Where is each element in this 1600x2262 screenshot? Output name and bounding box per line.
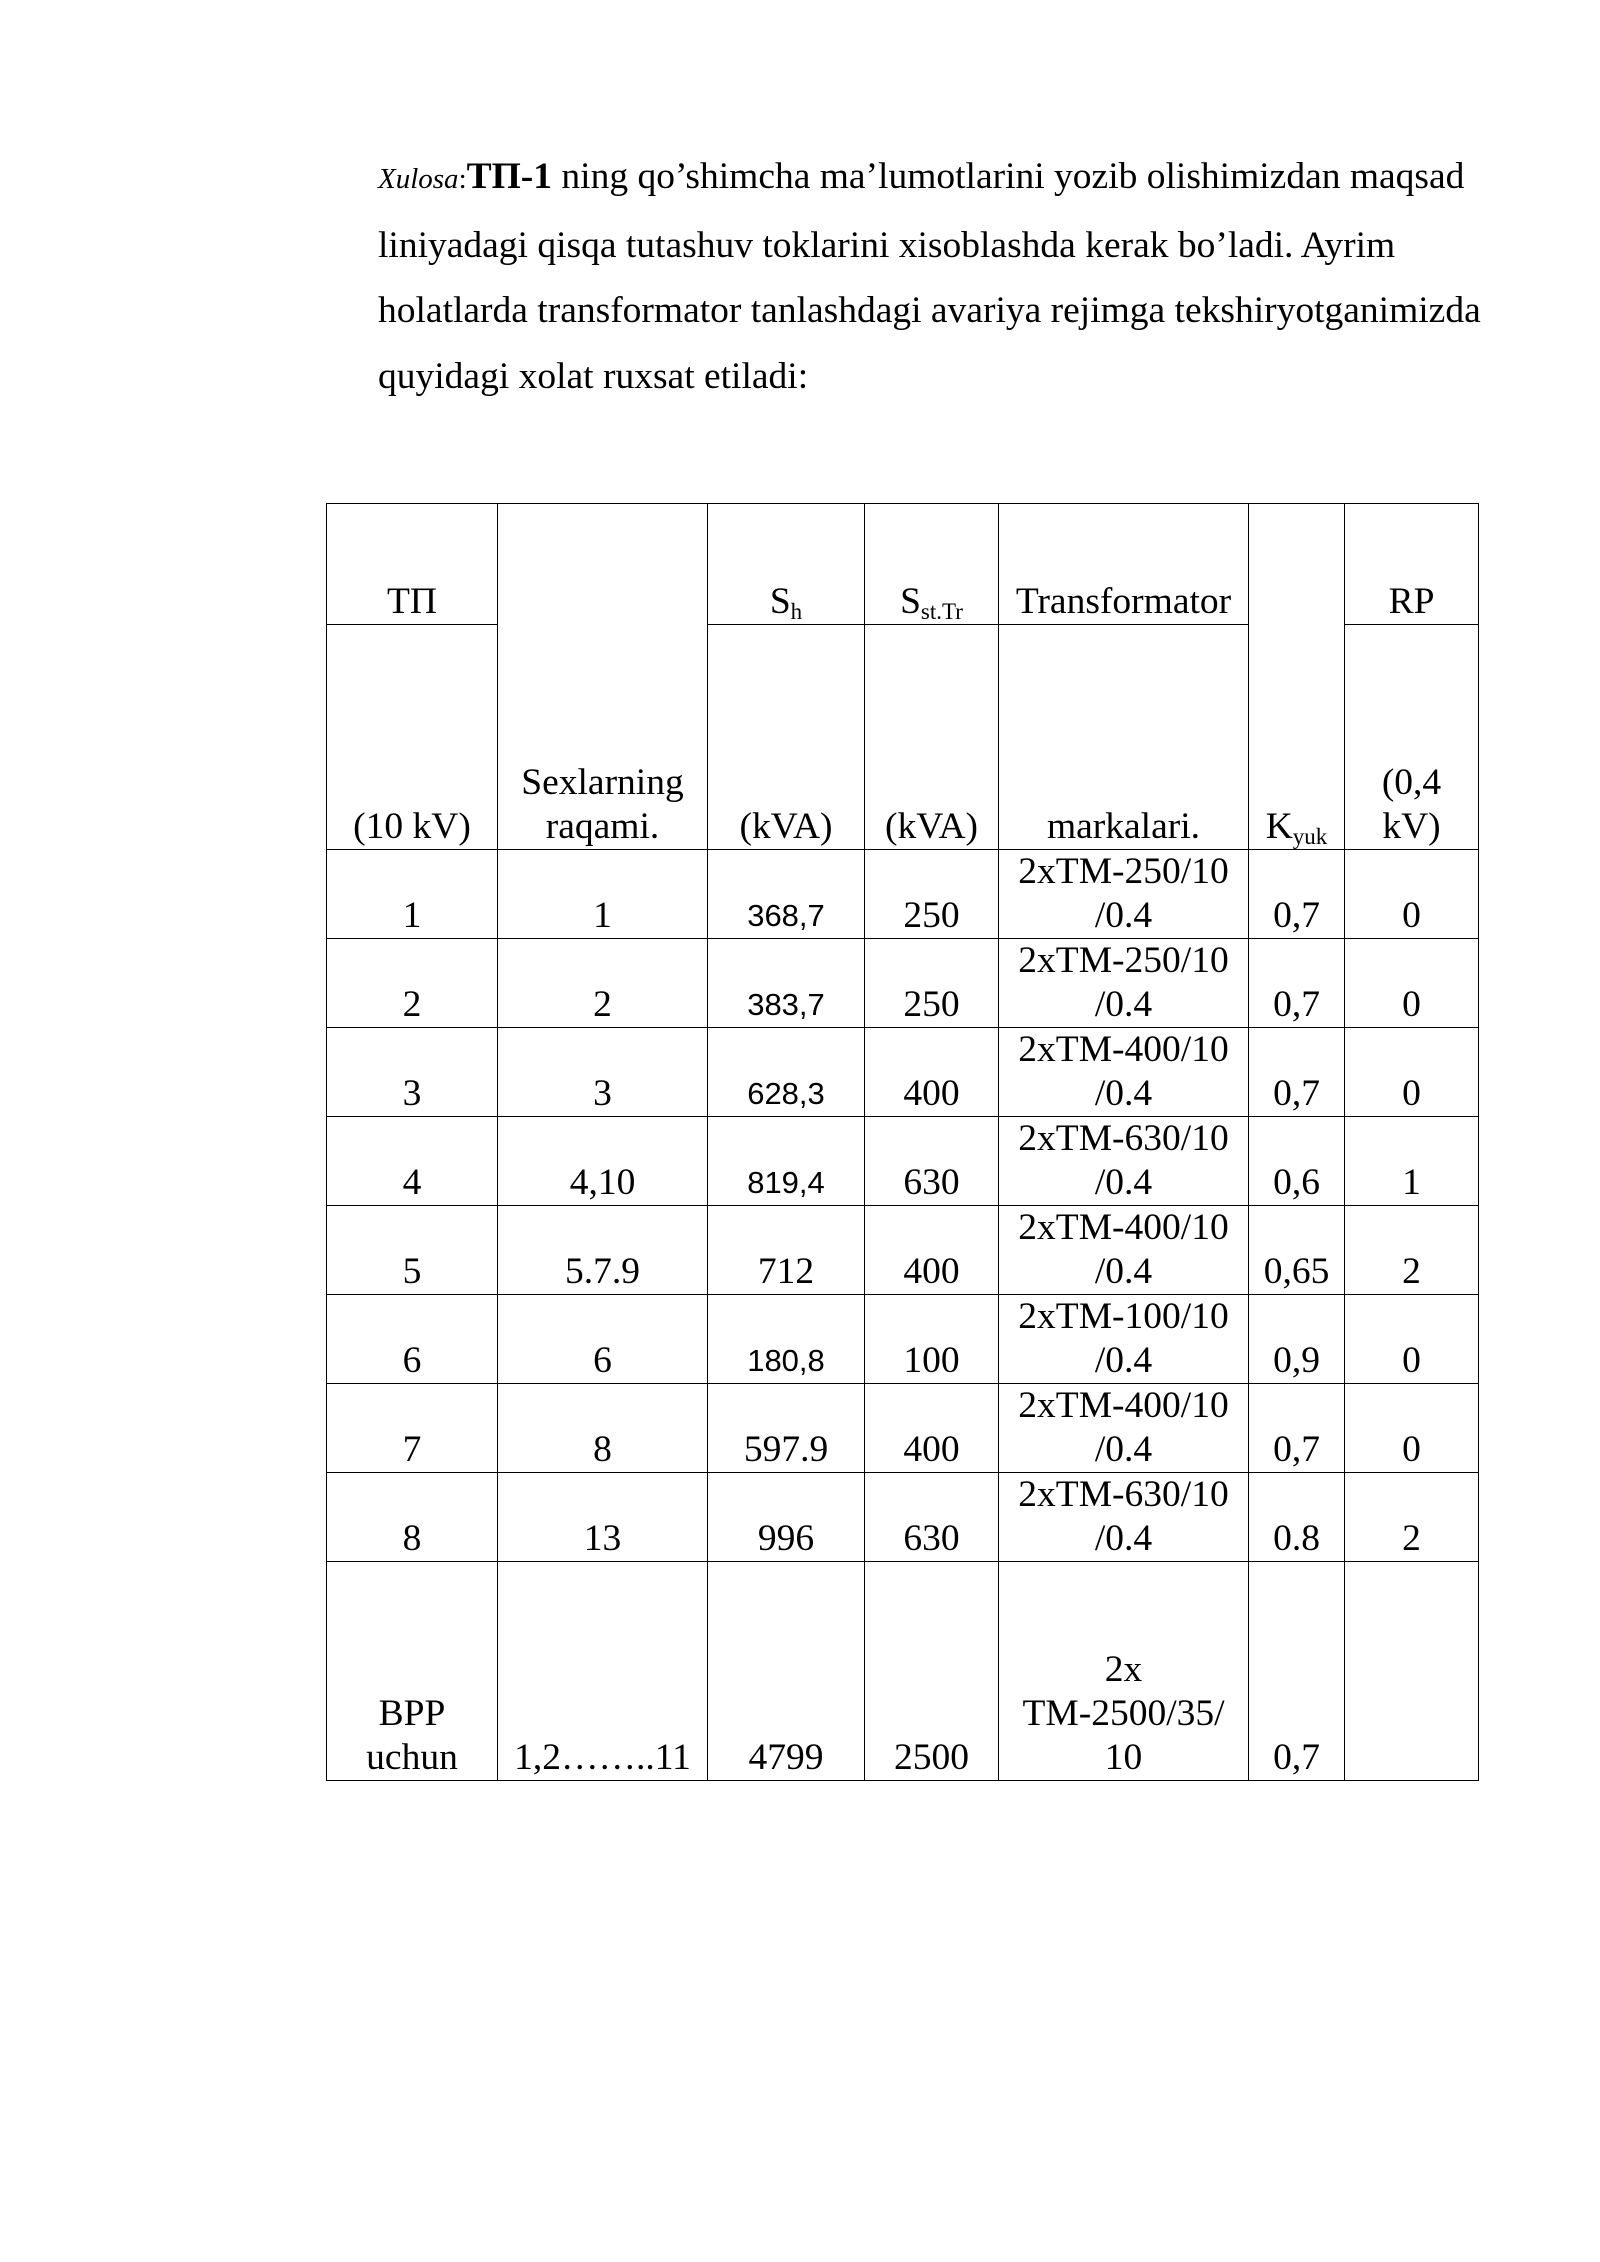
paragraph-line-1	[378, 144, 1528, 213]
paragraph-line-4: quyidagi xolat ruxsat etiladi:	[378, 355, 809, 397]
cell-tp	[327, 1562, 498, 1781]
substation-name: ТП-1	[466, 156, 553, 197]
cell-rp: 0	[1345, 1384, 1479, 1473]
cell-transformator	[999, 1295, 1249, 1384]
cell-transformator	[999, 1562, 1249, 1781]
header-sh-base: S	[769, 581, 791, 622]
cell-rp	[1345, 1562, 1479, 1781]
cell-transformator-line-2: TM-2500/35/	[1022, 1693, 1225, 1734]
cell-tp: 2	[327, 939, 498, 1028]
cell-transformator	[999, 1473, 1249, 1562]
header-rp-unit-line-1: (0,4	[1381, 762, 1442, 803]
cell-transformator	[999, 1206, 1249, 1295]
cell-transformator-line-3: 10	[1104, 1737, 1143, 1778]
conclusion-label: Xulosa	[378, 163, 459, 195]
cell-kyuk: 0,7	[1249, 1028, 1345, 1117]
cell-sh	[708, 1562, 865, 1781]
header-tp: ТП	[327, 504, 498, 625]
cell-transformator-line-1: 2xTM-250/10	[1018, 851, 1229, 892]
header-kyuk	[1249, 504, 1345, 850]
cell-sh: 712	[708, 1206, 865, 1295]
cell-workshop-text: 1,2……..11	[514, 1737, 691, 1778]
cell-tp: 6	[327, 1295, 498, 1384]
cell-workshop: 3	[498, 1028, 708, 1117]
header-rp-unit-line-2: kV)	[1382, 806, 1441, 847]
header-sst	[865, 504, 999, 625]
cell-kyuk: 0,9	[1249, 1295, 1345, 1384]
cell-transformator-line-2: /0.4	[1094, 1162, 1153, 1203]
cell-kyuk: 0.8	[1249, 1473, 1345, 1562]
cell-kyuk: 0,7	[1249, 850, 1345, 939]
table-row	[327, 1028, 1479, 1117]
header-k-base: K	[1265, 806, 1293, 847]
header-sh-unit: (kVA)	[708, 625, 865, 850]
cell-transformator-line-1: 2xTM-400/10	[1018, 1385, 1229, 1426]
cell-tp-line-1: BPP	[378, 1693, 446, 1734]
cell-tp: 1	[327, 850, 498, 939]
cell-workshop: 2	[498, 939, 708, 1028]
cell-transformator-line-2: /0.4	[1094, 1429, 1153, 1470]
cell-rp: 2	[1345, 1206, 1479, 1295]
cell-transformator-line-1: 2xTM-250/10	[1018, 940, 1229, 981]
cell-sh: 383,7	[708, 939, 865, 1028]
cell-rp: 0	[1345, 850, 1479, 939]
header-workshop-line-1: Sexlarning	[521, 762, 684, 803]
header-tp-unit: (10 kV)	[327, 625, 498, 850]
cell-transformator-line-1: 2xTM-630/10	[1018, 1474, 1229, 1515]
cell-kyuk: 0,65	[1249, 1206, 1345, 1295]
table-row	[327, 1117, 1479, 1206]
cell-rp: 1	[1345, 1117, 1479, 1206]
cell-workshop	[498, 1562, 708, 1781]
header-k-sub: yuk	[1292, 823, 1328, 849]
cell-sh: 628,3	[708, 1028, 865, 1117]
table-row	[327, 850, 1479, 939]
header-workshop-numbers	[498, 504, 708, 850]
paragraph-line-2: liniyadagi qisqa tutashuv toklarini xisoblashda kerak bo’ladi. Ayrim	[378, 224, 1396, 266]
table-row	[327, 1473, 1479, 1562]
cell-rp: 0	[1345, 1028, 1479, 1117]
cell-sh: 597.9	[708, 1384, 865, 1473]
cell-rp: 2	[1345, 1473, 1479, 1562]
cell-sst: 100	[865, 1295, 999, 1384]
header-sst-sub: st.Tr	[920, 598, 963, 624]
conclusion-paragraph	[378, 144, 1528, 409]
cell-transformator-line-2: /0.4	[1094, 984, 1153, 1025]
cell-transformator	[999, 1117, 1249, 1206]
table-row	[327, 1384, 1479, 1473]
cell-sst-text: 2500	[894, 1737, 969, 1778]
cell-transformator-line-1: 2xTM-100/10	[1018, 1296, 1229, 1337]
paragraph-text-1: ning qo’shimcha ma’lumotlarini yozib olishimizdan maqsad	[561, 156, 1465, 197]
table-row	[327, 939, 1479, 1028]
cell-transformator-line-1: 2xTM-630/10	[1018, 1118, 1229, 1159]
cell-transformator	[999, 850, 1249, 939]
cell-kyuk: 0,7	[1249, 1384, 1345, 1473]
cell-sh: 368,7	[708, 850, 865, 939]
cell-transformator	[999, 1028, 1249, 1117]
conclusion-colon: :	[458, 163, 467, 195]
cell-rp: 0	[1345, 939, 1479, 1028]
cell-transformator-line-2: /0.4	[1094, 1518, 1153, 1559]
cell-sst: 400	[865, 1028, 999, 1117]
header-transformator-unit: markalari.	[999, 625, 1249, 850]
cell-workshop: 6	[498, 1295, 708, 1384]
cell-sst: 250	[865, 939, 999, 1028]
header-sst-unit: (kVA)	[865, 625, 999, 850]
cell-sst	[865, 1562, 999, 1781]
cell-tp: 8	[327, 1473, 498, 1562]
header-transformator: Transformator	[999, 504, 1249, 625]
cell-sst: 400	[865, 1384, 999, 1473]
cell-kyuk: 0,7	[1249, 939, 1345, 1028]
cell-transformator-line-2: /0.4	[1094, 1073, 1153, 1114]
cell-workshop: 13	[498, 1473, 708, 1562]
cell-tp: 4	[327, 1117, 498, 1206]
cell-kyuk	[1249, 1562, 1345, 1781]
cell-transformator-line-1: 2xTM-400/10	[1018, 1029, 1229, 1070]
cell-workshop: 4,10	[498, 1117, 708, 1206]
cell-rp: 0	[1345, 1295, 1479, 1384]
header-rp-unit	[1345, 625, 1479, 850]
cell-kyuk: 0,6	[1249, 1117, 1345, 1206]
header-sh-sub: h	[790, 598, 803, 624]
header-rp: RP	[1345, 504, 1479, 625]
cell-sh-text: 4799	[748, 1737, 824, 1778]
cell-tp: 3	[327, 1028, 498, 1117]
cell-transformator	[999, 939, 1249, 1028]
cell-transformator-line-2: /0.4	[1094, 1340, 1153, 1381]
header-workshop-line-2: raqami.	[545, 806, 660, 847]
header-sst-base: S	[900, 581, 921, 622]
cell-sst: 400	[865, 1206, 999, 1295]
table-row	[327, 1206, 1479, 1295]
cell-kyuk-text: 0,7	[1273, 1737, 1320, 1778]
header-sh	[708, 504, 865, 625]
table-row-total	[327, 1562, 1479, 1781]
cell-sh: 996	[708, 1473, 865, 1562]
cell-transformator-line-2: /0.4	[1094, 1251, 1153, 1292]
cell-transformator-line-2: /0.4	[1094, 895, 1153, 936]
cell-tp: 7	[327, 1384, 498, 1473]
cell-sst: 630	[865, 1473, 999, 1562]
cell-transformator	[999, 1384, 1249, 1473]
cell-sh: 819,4	[708, 1117, 865, 1206]
table-row	[327, 1295, 1479, 1384]
cell-workshop: 8	[498, 1384, 708, 1473]
cell-sh: 180,8	[708, 1295, 865, 1384]
cell-tp-line-2: uchun	[366, 1737, 458, 1778]
header-row-1	[327, 504, 1479, 625]
cell-sst: 630	[865, 1117, 999, 1206]
cell-workshop: 5.7.9	[498, 1206, 708, 1295]
cell-tp: 5	[327, 1206, 498, 1295]
cell-transformator-line-1: 2x	[1104, 1649, 1143, 1690]
paragraph-line-3: holatlarda transformator tanlashdagi avariya rejimga tekshiryotganimizda	[378, 290, 1481, 331]
cell-sst: 250	[865, 850, 999, 939]
transformer-table	[326, 503, 1479, 1781]
cell-workshop: 1	[498, 850, 708, 939]
cell-transformator-line-1: 2xTM-400/10	[1018, 1207, 1229, 1248]
